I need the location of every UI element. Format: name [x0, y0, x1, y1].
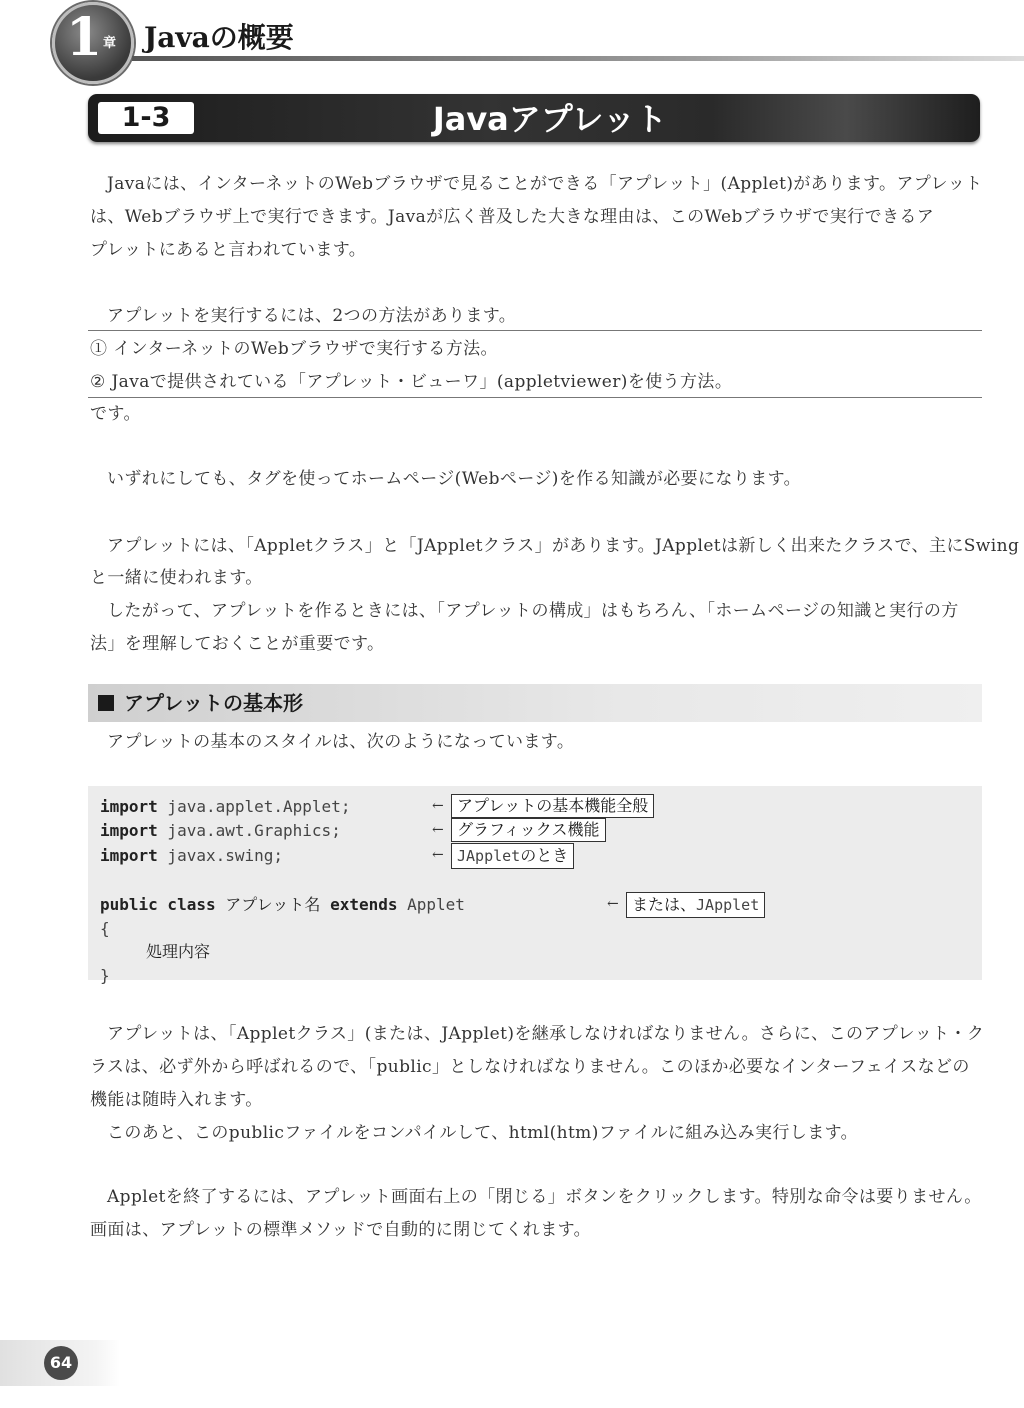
code-keyword: public class — [100, 895, 226, 914]
code-close-brace: } — [100, 966, 110, 985]
close-line-1: Appletを終了するには、アプレット画面右上の「閉じる」ボタンをクリックします。特別な命令は要りません。 — [107, 1187, 982, 1207]
inherit-line-2: ラスは、必ず外から呼ばれるので、「public」としなければなりません。このほか必要なインターフェイスなどの — [90, 1057, 970, 1077]
callout-or-japplet — [626, 892, 765, 918]
class-line-3: したがって、アプレットを作るときには、「アプレットの構成」はもちろん、「ホームページの知識と実行の方 — [107, 601, 959, 621]
code-text: javax.swing; — [157, 846, 284, 865]
method-item-1: ① インターネットのWebブラウザで実行する方法。 — [90, 339, 498, 359]
inherit-line-1: アプレットは、「Appletクラス」(または、JApplet)を継承しなければなりません。さらに、このアプレット・ク — [107, 1024, 985, 1044]
callout-text: のとき — [520, 846, 569, 865]
code-text: Applet — [397, 895, 465, 914]
callout-code: JApplet — [457, 847, 521, 865]
chapter-kanji: 章 — [103, 36, 117, 51]
callout-graphics: グラフィックス機能 — [451, 818, 606, 842]
code-text: java.awt.Graphics; — [157, 821, 341, 840]
inherit-line-3: 機能は随時入れます。 — [90, 1090, 263, 1110]
methods-tail: です。 — [90, 404, 141, 424]
code-keyword: extends — [320, 895, 398, 914]
intro-line-3: プレットにあると言われています。 — [90, 240, 367, 260]
class-line-4: 法」を理解しておくことが重要です。 — [90, 634, 385, 654]
code-class-name: アプレット名 — [225, 895, 321, 914]
code-line-2 — [100, 819, 341, 843]
page-number: 64 — [49, 1353, 73, 1372]
subheading-title: アプレットの基本形 — [124, 691, 303, 715]
callout-text: または、 — [632, 895, 697, 914]
square-bullet-icon — [98, 695, 114, 711]
callout-code: JApplet — [696, 896, 760, 914]
arrow-left-icon: ← — [432, 798, 444, 814]
intro-line-1: Javaには、インターネットのWebブラウザで見ることができる「アプレット」(Applet)があります。アプレット — [107, 174, 983, 194]
section-title: Javaアプレット — [432, 100, 668, 138]
code-line-1 — [100, 795, 350, 819]
code-line-3 — [100, 844, 283, 868]
methods-lead: アプレットを実行するには、2つの方法があります。 — [107, 306, 517, 326]
basic-lead: アプレットの基本のスタイルは、次のようになっています。 — [107, 732, 575, 752]
inherit-line-4: このあと、このpublicファイルをコンパイルして、html(htm)ファイルに組み込み実行します。 — [107, 1123, 859, 1143]
code-keyword: import — [100, 797, 158, 816]
close-line-2: 画面は、アプレットの標準メソッドで自動的に閉じてくれます。 — [90, 1220, 592, 1240]
method-item-2: ② Javaで提供されている「アプレット・ビューワ」(appletviewer)を使う方法。 — [90, 372, 733, 392]
chapter-rule — [132, 56, 1024, 61]
chapter-number: 1 — [66, 7, 103, 68]
code-text: java.applet.Applet; — [157, 797, 351, 816]
methods-rule-bottom — [88, 397, 982, 398]
section-number: 1-3 — [121, 102, 171, 133]
callout-applet: アプレットの基本機能全般 — [451, 794, 654, 818]
arrow-left-icon: ← — [607, 896, 619, 912]
arrow-left-icon: ← — [432, 847, 444, 863]
class-line-2: と一緒に使われます。 — [90, 568, 263, 588]
callout-japplet — [451, 843, 574, 869]
chapter-title: Javaの概要 — [144, 21, 294, 54]
intro-line-2: は、Webブラウザ上で実行できます。Javaが広く普及した大きな理由は、このWebブラウザで実行できるア — [90, 207, 935, 227]
arrow-left-icon: ← — [432, 822, 444, 838]
code-body: 処理内容 — [146, 942, 211, 961]
code-keyword: import — [100, 846, 158, 865]
tags-note: いずれにしても、タグを使ってホームページ(Webページ)を作る知識が必要になります。 — [107, 469, 802, 489]
code-open-brace: { — [100, 919, 110, 938]
methods-rule-top — [88, 330, 982, 331]
code-keyword: import — [100, 821, 158, 840]
code-line-class — [100, 893, 465, 917]
class-line-1: アプレットには、「Appletクラス」と「JAppletクラス」があります。JAppletは新しく出来たクラスで、主にSwing — [107, 536, 1020, 556]
